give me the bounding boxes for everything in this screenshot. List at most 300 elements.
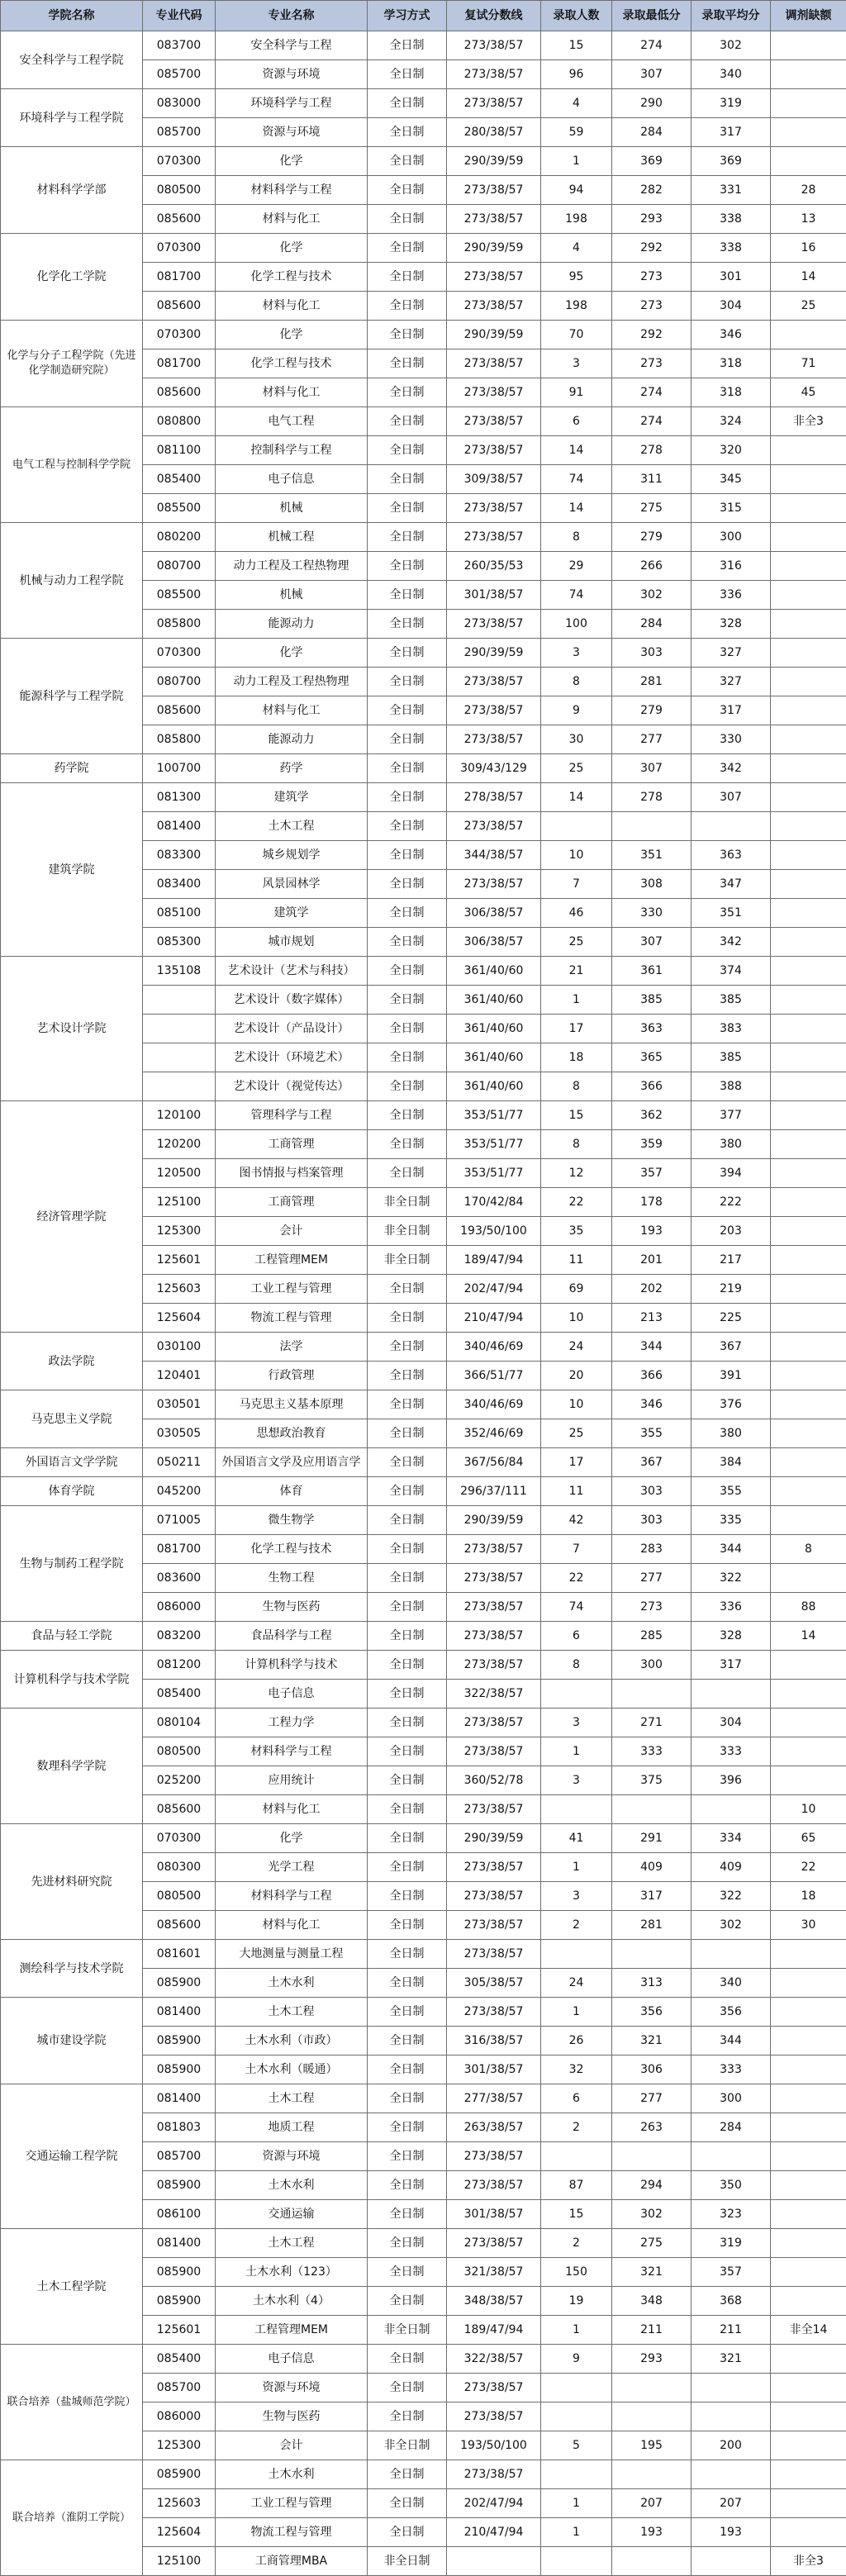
major-code-cell: 081601	[143, 1940, 216, 1969]
study-mode-cell: 全日制	[368, 2518, 447, 2547]
admitted-count-cell: 46	[541, 899, 612, 928]
major-code-cell: 125601	[143, 1246, 216, 1275]
major-name-cell: 地质工程	[216, 2113, 368, 2142]
major-code-cell: 085700	[143, 2374, 216, 2403]
study-mode-cell: 全日制	[368, 1275, 447, 1304]
major-name-cell: 化学	[216, 321, 368, 349]
major-code-cell: 125100	[143, 2547, 216, 2576]
study-mode-cell: 全日制	[368, 523, 447, 552]
header-row	[1, 1, 846, 31]
admitted-count-cell: 87	[541, 2171, 612, 2200]
major-code-cell	[143, 1072, 216, 1101]
adjust-vacancy-cell	[771, 928, 846, 957]
major-name-cell: 会计	[216, 2431, 368, 2460]
major-name-cell: 工业工程与管理	[216, 1275, 368, 1304]
major-name-cell: 土木水利	[216, 1969, 368, 1998]
table-row	[1, 1622, 846, 1651]
admitted-count-cell: 24	[541, 1969, 612, 1998]
retest-line-cell: 348/38/57	[447, 2287, 541, 2316]
major-name-cell: 化学	[216, 639, 368, 668]
admitted-count-cell: 74	[541, 1593, 612, 1622]
retest-line-cell: 273/38/57	[447, 2171, 541, 2200]
major-name-cell: 风景园林学	[216, 870, 368, 899]
admitted-count-cell: 3	[541, 349, 612, 378]
study-mode-cell: 全日制	[368, 2460, 447, 2489]
avg-score-cell: 334	[692, 1824, 771, 1853]
adjust-vacancy-cell	[771, 870, 846, 899]
college-name-cell: 建筑学院	[1, 783, 143, 957]
adjust-vacancy-cell	[771, 2258, 846, 2287]
min-score-cell: 375	[612, 1766, 692, 1795]
adjust-vacancy-cell	[771, 89, 846, 118]
table-row	[1, 1101, 846, 1130]
avg-score-cell	[692, 2142, 771, 2171]
college-name-cell: 化学与分子工程学院（先进化学制造研究院）	[1, 321, 143, 407]
min-score-cell: 263	[612, 2113, 692, 2142]
major-code-cell: 085800	[143, 610, 216, 639]
avg-score-cell: 385	[692, 986, 771, 1015]
study-mode-cell: 全日制	[368, 1940, 447, 1969]
major-code-cell: 085400	[143, 1680, 216, 1709]
adjust-vacancy-cell	[771, 1333, 846, 1362]
major-name-cell: 化学	[216, 147, 368, 176]
min-score-cell	[612, 2460, 692, 2489]
major-name-cell: 生物工程	[216, 1564, 368, 1593]
retest-line-cell: 301/38/57	[447, 2056, 541, 2084]
avg-score-cell: 317	[692, 118, 771, 147]
avg-score-cell: 350	[692, 2171, 771, 2200]
retest-line-cell: 273/38/57	[447, 870, 541, 899]
retest-line-cell: 273/38/57	[447, 696, 541, 725]
min-score-cell: 356	[612, 1998, 692, 2027]
admitted-count-cell	[541, 812, 612, 841]
avg-score-cell: 193	[692, 2518, 771, 2547]
min-score-cell: 366	[612, 1362, 692, 1390]
avg-score-cell: 356	[692, 1998, 771, 2027]
adjust-vacancy-cell	[771, 1072, 846, 1101]
major-code-cell: 085500	[143, 581, 216, 610]
college-name-cell: 联合培养（淮阴工学院）	[1, 2460, 143, 2576]
major-code-cell: 085100	[143, 899, 216, 928]
study-mode-cell: 全日制	[368, 812, 447, 841]
major-name-cell: 电子信息	[216, 1680, 368, 1709]
major-name-cell: 土木水利	[216, 2460, 368, 2489]
adjust-vacancy-cell	[771, 2027, 846, 2056]
avg-score-cell: 300	[692, 2084, 771, 2113]
min-score-cell: 311	[612, 465, 692, 494]
major-name-cell: 材料与化工	[216, 205, 368, 234]
admitted-count-cell: 1	[541, 1737, 612, 1766]
study-mode-cell: 全日制	[368, 1824, 447, 1853]
admitted-count-cell: 7	[541, 870, 612, 899]
min-score-cell	[612, 1940, 692, 1969]
major-code-cell: 080104	[143, 1709, 216, 1737]
avg-score-cell: 317	[692, 696, 771, 725]
major-code-cell: 125300	[143, 2431, 216, 2460]
avg-score-cell: 377	[692, 1101, 771, 1130]
major-code-cell: 080500	[143, 1882, 216, 1911]
major-code-cell: 085900	[143, 2258, 216, 2287]
avg-score-cell: 344	[692, 2027, 771, 2056]
major-name-cell: 土木工程	[216, 2084, 368, 2113]
adjust-vacancy-cell	[771, 2142, 846, 2171]
avg-score-cell: 340	[692, 1969, 771, 1998]
major-name-cell: 光学工程	[216, 1853, 368, 1882]
major-name-cell: 电子信息	[216, 2345, 368, 2374]
min-score-cell: 306	[612, 2056, 692, 2084]
avg-score-cell: 207	[692, 2489, 771, 2518]
adjust-vacancy-cell: 45	[771, 378, 846, 407]
admitted-count-cell: 26	[541, 2027, 612, 2056]
retest-line-cell: 273/38/57	[447, 1737, 541, 1766]
adjust-vacancy-cell	[771, 2518, 846, 2547]
admitted-count-cell: 10	[541, 841, 612, 870]
avg-score-cell: 374	[692, 957, 771, 986]
adjust-vacancy-cell	[771, 2229, 846, 2258]
study-mode-cell: 全日制	[368, 1737, 447, 1766]
admitted-count-cell: 3	[541, 639, 612, 668]
retest-line-cell: 361/40/60	[447, 1043, 541, 1072]
avg-score-cell: 344	[692, 1535, 771, 1564]
college-name-cell: 药学院	[1, 754, 143, 783]
table-row	[1, 2229, 846, 2258]
major-code-cell: 085300	[143, 928, 216, 957]
avg-score-cell: 321	[692, 2345, 771, 2374]
admitted-count-cell: 74	[541, 465, 612, 494]
avg-score-cell: 376	[692, 1390, 771, 1419]
min-score-cell: 366	[612, 1072, 692, 1101]
major-code-cell: 080500	[143, 1737, 216, 1766]
min-score-cell: 292	[612, 234, 692, 263]
major-code-cell: 085700	[143, 2142, 216, 2171]
retest-line-cell: 361/40/60	[447, 957, 541, 986]
admitted-count-cell: 42	[541, 1506, 612, 1535]
retest-line-cell: 290/39/59	[447, 147, 541, 176]
avg-score-cell: 331	[692, 176, 771, 205]
major-name-cell: 法学	[216, 1333, 368, 1362]
admitted-count-cell: 22	[541, 1564, 612, 1593]
major-name-cell: 材料与化工	[216, 292, 368, 321]
avg-score-cell: 346	[692, 321, 771, 349]
college-name-cell: 艺术设计学院	[1, 957, 143, 1101]
major-code-cell: 125300	[143, 1217, 216, 1246]
study-mode-cell: 全日制	[368, 494, 447, 523]
adjust-vacancy-cell	[771, 321, 846, 349]
admitted-count-cell	[541, 1680, 612, 1709]
retest-line-cell: 273/38/57	[447, 1709, 541, 1737]
study-mode-cell: 全日制	[368, 1651, 447, 1680]
min-score-cell: 321	[612, 2027, 692, 2056]
avg-score-cell: 316	[692, 552, 771, 581]
admitted-count-cell: 32	[541, 2056, 612, 2084]
retest-line-cell: 280/38/57	[447, 118, 541, 147]
major-name-cell: 体育	[216, 1477, 368, 1506]
avg-score-cell: 322	[692, 1882, 771, 1911]
admitted-count-cell: 198	[541, 205, 612, 234]
study-mode-cell: 全日制	[368, 1043, 447, 1072]
college-name-cell: 安全科学与工程学院	[1, 31, 143, 89]
major-code-cell: 081200	[143, 1651, 216, 1680]
admitted-count-cell: 14	[541, 436, 612, 465]
major-code-cell: 085400	[143, 2345, 216, 2374]
study-mode-cell: 全日制	[368, 1911, 447, 1940]
retest-line-cell: 301/38/57	[447, 2200, 541, 2229]
table-row	[1, 957, 846, 986]
major-code-cell: 025200	[143, 1766, 216, 1795]
retest-line-cell: 273/38/57	[447, 1622, 541, 1651]
admitted-count-cell: 1	[541, 2518, 612, 2547]
study-mode-cell: 全日制	[368, 2287, 447, 2316]
avg-score-cell: 219	[692, 1275, 771, 1304]
adjust-vacancy-cell	[771, 552, 846, 581]
adjust-vacancy-cell	[771, 2200, 846, 2229]
avg-score-cell	[692, 2460, 771, 2489]
study-mode-cell: 全日制	[368, 1072, 447, 1101]
adjust-vacancy-cell	[771, 147, 846, 176]
avg-score-cell: 222	[692, 1188, 771, 1217]
major-code-cell: 083300	[143, 841, 216, 870]
retest-line-cell: 290/39/59	[447, 234, 541, 263]
study-mode-cell: 全日制	[368, 986, 447, 1015]
adjust-vacancy-cell	[771, 118, 846, 147]
min-score-cell: 302	[612, 581, 692, 610]
admitted-count-cell: 21	[541, 957, 612, 986]
min-score-cell: 202	[612, 1275, 692, 1304]
adjust-vacancy-cell	[771, 1043, 846, 1072]
retest-line-cell: 316/38/57	[447, 2027, 541, 2056]
major-code-cell: 100700	[143, 754, 216, 783]
table-row	[1, 1390, 846, 1419]
retest-line-cell: 202/47/94	[447, 1275, 541, 1304]
retest-line-cell: 273/38/57	[447, 2460, 541, 2489]
study-mode-cell: 全日制	[368, 581, 447, 610]
min-score-cell: 302	[612, 2200, 692, 2229]
study-mode-cell: 全日制	[368, 1477, 447, 1506]
adjust-vacancy-cell	[771, 841, 846, 870]
adjust-vacancy-cell	[771, 1737, 846, 1766]
min-score-cell: 277	[612, 2084, 692, 2113]
retest-line-cell: 263/38/57	[447, 2113, 541, 2142]
min-score-cell: 279	[612, 696, 692, 725]
major-code-cell: 085800	[143, 725, 216, 754]
study-mode-cell: 全日制	[368, 2403, 447, 2431]
adjust-vacancy-cell	[771, 2287, 846, 2316]
min-score-cell: 178	[612, 1188, 692, 1217]
retest-line-cell: 353/51/77	[447, 1130, 541, 1159]
retest-line-cell: 273/38/57	[447, 1651, 541, 1680]
admitted-count-cell: 9	[541, 696, 612, 725]
study-mode-cell: 全日制	[368, 205, 447, 234]
retest-line-cell: 340/46/69	[447, 1333, 541, 1362]
avg-score-cell: 319	[692, 89, 771, 118]
table-row	[1, 2460, 846, 2489]
major-name-cell: 化学	[216, 1824, 368, 1853]
avg-score-cell: 304	[692, 1709, 771, 1737]
major-name-cell: 马克思主义基本原理	[216, 1390, 368, 1419]
min-score-cell: 273	[612, 349, 692, 378]
adjust-vacancy-cell	[771, 1159, 846, 1188]
adjust-vacancy-cell	[771, 957, 846, 986]
min-score-cell: 275	[612, 494, 692, 523]
admitted-count-cell: 150	[541, 2258, 612, 2287]
min-score-cell: 284	[612, 118, 692, 147]
adjust-vacancy-cell	[771, 581, 846, 610]
adjust-vacancy-cell	[771, 754, 846, 783]
study-mode-cell: 全日制	[368, 725, 447, 754]
college-name-cell: 交通运输工程学院	[1, 2084, 143, 2229]
major-name-cell: 大地测量与测量工程	[216, 1940, 368, 1969]
min-score-cell	[612, 2374, 692, 2403]
avg-score-cell: 322	[692, 1564, 771, 1593]
admitted-count-cell: 25	[541, 1419, 612, 1448]
major-name-cell: 动力工程及工程热物理	[216, 668, 368, 696]
adjust-vacancy-cell: 30	[771, 1911, 846, 1940]
retest-line-cell: 273/38/57	[447, 2229, 541, 2258]
major-name-cell: 土木水利（市政）	[216, 2027, 368, 2056]
adjust-vacancy-cell: 10	[771, 1795, 846, 1824]
min-score-cell: 294	[612, 2171, 692, 2200]
adjust-vacancy-cell	[771, 2374, 846, 2403]
major-name-cell: 能源动力	[216, 610, 368, 639]
admitted-count-cell: 12	[541, 1159, 612, 1188]
retest-line-cell: 193/50/100	[447, 1217, 541, 1246]
retest-line-cell: 273/38/57	[447, 436, 541, 465]
study-mode-cell: 全日制	[368, 2171, 447, 2200]
adjust-vacancy-cell	[771, 60, 846, 89]
adjust-vacancy-cell	[771, 523, 846, 552]
min-score-cell: 273	[612, 292, 692, 321]
adjust-vacancy-cell: 非全3	[771, 407, 846, 436]
avg-score-cell: 384	[692, 1448, 771, 1477]
study-mode-cell: 非全日制	[368, 2316, 447, 2345]
major-code-cell: 086100	[143, 2200, 216, 2229]
admitted-count-cell	[541, 2403, 612, 2431]
study-mode-cell: 全日制	[368, 1795, 447, 1824]
avg-score-cell: 369	[692, 147, 771, 176]
adjust-vacancy-cell	[771, 1304, 846, 1333]
avg-score-cell: 388	[692, 1072, 771, 1101]
adjust-vacancy-cell	[771, 1506, 846, 1535]
study-mode-cell: 全日制	[368, 31, 447, 60]
retest-line-cell: 290/39/59	[447, 321, 541, 349]
avg-score-cell	[692, 2374, 771, 2403]
major-name-cell: 城市规划	[216, 928, 368, 957]
retest-line-cell: 273/38/57	[447, 1564, 541, 1593]
major-code-cell: 080700	[143, 552, 216, 581]
min-score-cell: 193	[612, 1217, 692, 1246]
major-name-cell: 机械	[216, 494, 368, 523]
college-name-cell: 体育学院	[1, 1477, 143, 1506]
retest-line-cell: 273/38/57	[447, 2374, 541, 2403]
study-mode-cell: 全日制	[368, 60, 447, 89]
min-score-cell	[612, 2142, 692, 2171]
major-name-cell: 材料科学与工程	[216, 1882, 368, 1911]
major-code-cell	[143, 1015, 216, 1043]
major-name-cell: 机械	[216, 581, 368, 610]
admitted-count-cell	[541, 2142, 612, 2171]
major-code-cell: 081400	[143, 1998, 216, 2027]
min-score-cell: 307	[612, 754, 692, 783]
study-mode-cell: 全日制	[368, 1853, 447, 1882]
major-name-cell: 思想政治教育	[216, 1419, 368, 1448]
avg-score-cell: 225	[692, 1304, 771, 1333]
major-code-cell: 080500	[143, 176, 216, 205]
major-code-cell: 085600	[143, 696, 216, 725]
min-score-cell: 211	[612, 2316, 692, 2345]
major-name-cell: 环境科学与工程	[216, 89, 368, 118]
min-score-cell: 362	[612, 1101, 692, 1130]
study-mode-cell: 全日制	[368, 1015, 447, 1043]
min-score-cell: 344	[612, 1333, 692, 1362]
min-score-cell: 355	[612, 1419, 692, 1448]
major-name-cell: 计算机科学与技术	[216, 1651, 368, 1680]
major-code-cell: 085900	[143, 2460, 216, 2489]
table-row	[1, 639, 846, 668]
retest-line-cell: 290/39/59	[447, 639, 541, 668]
avg-score-cell: 383	[692, 1015, 771, 1043]
admitted-count-cell: 3	[541, 1766, 612, 1795]
major-code-cell: 070300	[143, 234, 216, 263]
retest-line-cell: 260/35/53	[447, 552, 541, 581]
min-score-cell: 279	[612, 523, 692, 552]
admitted-count-cell: 6	[541, 407, 612, 436]
adjust-vacancy-cell	[771, 1130, 846, 1159]
avg-score-cell: 342	[692, 928, 771, 957]
study-mode-cell: 全日制	[368, 234, 447, 263]
retest-line-cell: 278/38/57	[447, 783, 541, 812]
major-name-cell: 机械工程	[216, 523, 368, 552]
major-code-cell: 085600	[143, 205, 216, 234]
major-code-cell: 135108	[143, 957, 216, 986]
admitted-count-cell: 8	[541, 1651, 612, 1680]
retest-line-cell: 273/38/57	[447, 1535, 541, 1564]
major-code-cell: 085600	[143, 1795, 216, 1824]
major-code-cell: 080300	[143, 1853, 216, 1882]
min-score-cell: 201	[612, 1246, 692, 1275]
retest-line-cell: 210/47/94	[447, 2518, 541, 2547]
min-score-cell: 357	[612, 1159, 692, 1188]
admitted-count-cell	[541, 1795, 612, 1824]
major-code-cell: 081700	[143, 263, 216, 292]
adjust-vacancy-cell	[771, 1246, 846, 1275]
major-name-cell: 工程管理MEM	[216, 1246, 368, 1275]
retest-line-cell: 273/38/57	[447, 31, 541, 60]
adjust-vacancy-cell: 18	[771, 1882, 846, 1911]
study-mode-cell: 全日制	[368, 783, 447, 812]
major-name-cell: 工程管理MEM	[216, 2316, 368, 2345]
major-code-cell: 083600	[143, 1564, 216, 1593]
min-score-cell: 283	[612, 1535, 692, 1564]
admitted-count-cell: 3	[541, 1709, 612, 1737]
retest-line-cell: 273/38/57	[447, 1998, 541, 2027]
retest-line-cell: 296/37/111	[447, 1477, 541, 1506]
study-mode-cell: 全日制	[368, 2489, 447, 2518]
min-score-cell: 333	[612, 1737, 692, 1766]
study-mode-cell: 全日制	[368, 1680, 447, 1709]
major-code-cell: 081700	[143, 1535, 216, 1564]
major-code-cell: 125603	[143, 2489, 216, 2518]
table-row	[1, 147, 846, 176]
admitted-count-cell: 11	[541, 1477, 612, 1506]
study-mode-cell: 全日制	[368, 349, 447, 378]
study-mode-cell: 全日制	[368, 1390, 447, 1419]
min-score-cell: 271	[612, 1709, 692, 1737]
major-code-cell: 120401	[143, 1362, 216, 1390]
major-name-cell: 会计	[216, 1217, 368, 1246]
adjust-vacancy-cell	[771, 725, 846, 754]
admitted-count-cell: 18	[541, 1043, 612, 1072]
college-name-cell: 化学化工学院	[1, 234, 143, 321]
